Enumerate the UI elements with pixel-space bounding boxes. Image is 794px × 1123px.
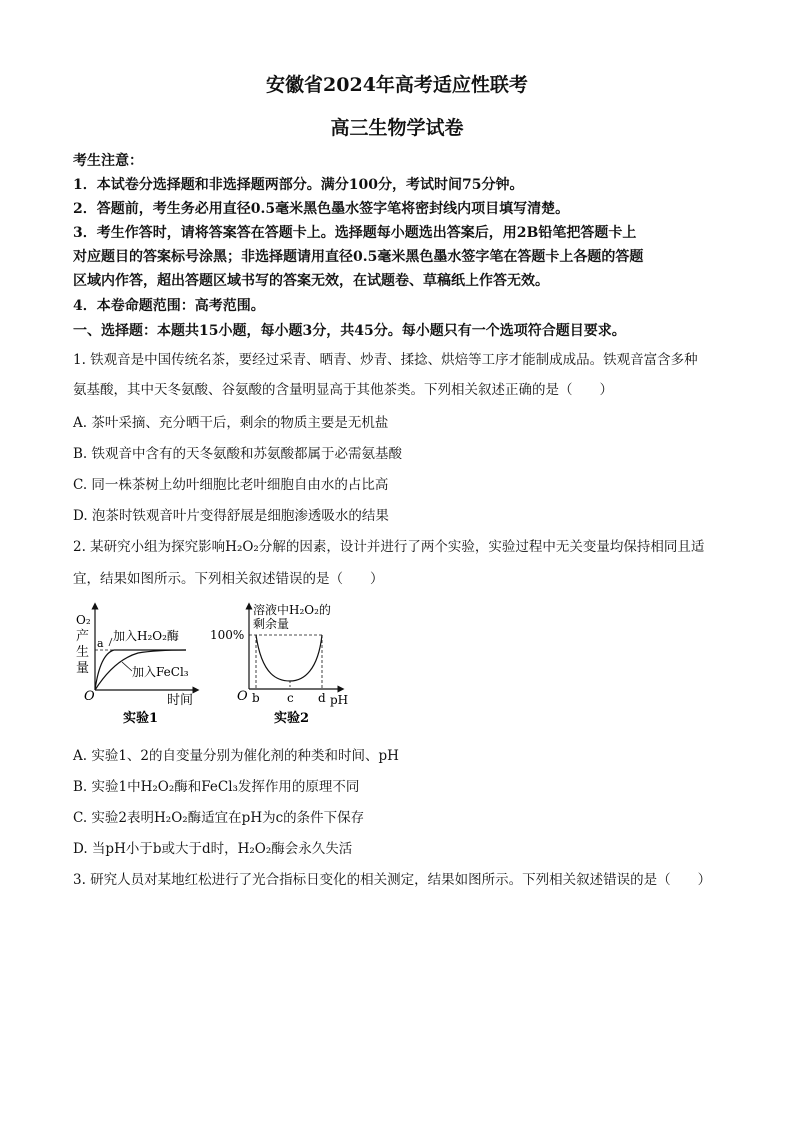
question-2-stem: 2. 某研究小组为探究影响H₂O₂分解的因素，设计并进行了两个实验，实验过程中无关变量均保持相同且适 (73, 539, 705, 555)
h2o2-remaining-curve (256, 635, 322, 681)
y-axis-label-char: 产 (76, 629, 90, 644)
experiment-2-caption: 实验2 (274, 711, 310, 726)
question-2-option-d: D. 当pH小于b或大于d时，H₂O₂酶会永久失活 (73, 841, 353, 857)
experiment-1-caption: 实验1 (123, 711, 159, 726)
x-tick-d: d (318, 691, 326, 705)
fecl3-curve-label: 加入FeCl₃ (132, 665, 189, 679)
question-1-stem: 1. 铁观音是中国传统名茶，要经过采青、晒青、炒青、揉捻、烘焙等工序才能制成成品。铁观音富含多种 (73, 352, 698, 368)
section-heading: 一、选择题：本题共15小题，每小题3分，共45分。每小题只有一个选项符合题目要求。 (73, 323, 626, 339)
exam-subtitle: 高三生物学试卷 (330, 117, 464, 139)
question-1-option-b: B. 铁观音中含有的天冬氨酸和苏氨酸都属于必需氨基酸 (73, 446, 403, 462)
notice-item: 4．本卷命题范围：高考范围。 (73, 298, 265, 314)
origin-label: O (237, 689, 248, 704)
question-1-option-c: C. 同一株茶树上幼叶细胞比老叶细胞自由水的占比高 (73, 477, 389, 493)
experiment-1-graph (66, 598, 206, 733)
enzyme-leader-line (109, 638, 112, 646)
question-1-option-d: D. 泡茶时铁观音叶片变得舒展是细胞渗透吸水的结果 (73, 508, 389, 524)
y-tick-100-percent: 100% (210, 628, 245, 642)
point-a-label: a (97, 637, 104, 650)
question-2-option-b: B. 实验1中H₂O₂酶和FeCl₃发挥作用的原理不同 (73, 779, 360, 795)
y-axis-label: 剩余量 (253, 617, 290, 631)
notice-item: 对应题目的答案标号涂黑；非选择题请用直径0.5毫米黑色墨水签字笔在答题卡上各题的答题 (73, 249, 644, 265)
y-axis-label-top: O₂ (76, 613, 91, 627)
x-tick-c: c (287, 691, 294, 705)
question-3-stem: 3. 研究人员对某地红松进行了光合指标日变化的相关测定，结果如图所示。下列相关叙述错误的是（ ） (73, 872, 712, 888)
x-axis-label: 时间 (167, 693, 194, 708)
question-2-option-c: C. 实验2表明H₂O₂酶适宜在pH为c的条件下保存 (73, 810, 365, 826)
fecl3-leader-line (122, 662, 132, 671)
notice-item: 区域内作答，超出答题区域书写的答案无效，在试题卷、草稿纸上作答无效。 (73, 273, 549, 289)
y-axis-label: 溶液中H₂O₂的 (253, 603, 331, 617)
experiment-2-graph (206, 598, 366, 733)
notice-item: 1．本试卷分选择题和非选择题两部分。满分100分，考试时间75分钟。 (73, 177, 524, 193)
notice-item: 2．答题前，考生务必用直径0.5毫米黑色墨水签字笔将密封线内项目填写清楚。 (73, 201, 570, 217)
x-tick-b: b (252, 691, 260, 705)
x-axis-label: pH (330, 693, 349, 707)
question-1-option-a: A. 茶叶采摘、充分晒干后，剩余的物质主要是无机盐 (73, 415, 389, 431)
exam-title: 安徽省2024年高考适应性联考 (266, 74, 528, 96)
y-axis-label-char: 量 (76, 661, 90, 676)
notice-item: 3．考生作答时，请将答案答在答题卡上。选择题每小题选出答案后，用2B铅笔把答题卡上 (73, 225, 637, 241)
y-axis-label-char: 生 (76, 645, 90, 660)
question-2-option-a: A. 实验1、2的自变量分别为催化剂的种类和时间、pH (73, 748, 399, 764)
origin-label: O (84, 689, 95, 704)
notice-heading: 考生注意： (73, 153, 143, 169)
question-1-stem-cont: 氨基酸，其中天冬氨酸、谷氨酸的含量明显高于其他茶类。下列相关叙述正确的是（ ） (73, 382, 613, 398)
enzyme-curve-label: 加入H₂O₂酶 (113, 629, 179, 643)
question-2-stem-cont: 宜，结果如图所示。下列相关叙述错误的是（ ） (73, 571, 384, 587)
